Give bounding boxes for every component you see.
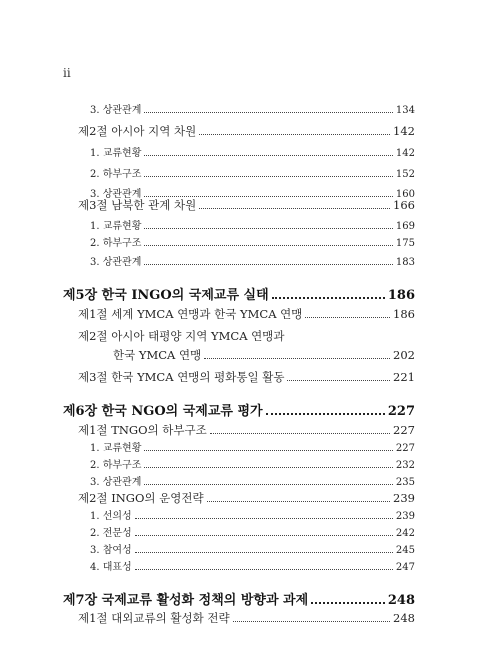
toc-entry-sub — [90, 234, 415, 249]
toc-entry-sec — [78, 490, 415, 506]
toc-entry-label: 제3절 남북한 관계 차원 — [78, 198, 197, 212]
toc-entry-label: 1. 선의성 — [90, 511, 132, 522]
toc-entry-sub — [90, 165, 415, 180]
toc-entry-label: 2. 전문성 — [90, 528, 132, 539]
toc-entry-chap — [63, 589, 415, 608]
toc-entry-sub — [90, 541, 415, 556]
toc-entry-page: 242 — [395, 528, 415, 539]
leader-dots — [135, 530, 393, 537]
toc-entry-page: 166 — [393, 198, 415, 212]
toc-entry-page: 227 — [395, 443, 415, 454]
toc-entry-label: 3. 상관관계 — [90, 105, 142, 116]
toc-entry-page: 134 — [395, 105, 415, 116]
toc-entry-sec — [78, 369, 415, 385]
leader-dots — [210, 427, 390, 434]
toc-entry-page: 221 — [393, 370, 415, 384]
leader-dots — [144, 150, 393, 157]
toc-entry-label: 제2절 아시아 태평양 지역 YMCA 연맹과 — [78, 329, 285, 343]
toc-entry-page: 227 — [393, 423, 415, 437]
toc-entry-page: 227 — [387, 404, 415, 419]
leader-dots — [266, 406, 385, 415]
toc-entry-sub — [90, 524, 415, 539]
toc-entry-label: 제3절 한국 YMCA 연맹의 평화통일 활동 — [78, 370, 285, 384]
toc-entry-page: 169 — [395, 221, 415, 232]
toc-entry-label: 3. 상관관계 — [90, 257, 142, 268]
toc-entry-label: 제2절 아시아 지역 차원 — [78, 124, 197, 138]
leader-dots — [135, 547, 393, 554]
toc-entry-label: 제1절 대외교류의 활성화 전략 — [78, 611, 230, 625]
page-number: ii — [63, 66, 71, 80]
toc-entry-page: 239 — [393, 491, 415, 505]
toc-entry-label: 3. 상관관계 — [90, 189, 142, 200]
leader-dots — [135, 564, 393, 571]
leader-dots — [272, 290, 385, 299]
toc-entry-page: 247 — [395, 562, 415, 573]
leader-dots — [144, 479, 393, 486]
toc-entry-page: 239 — [395, 511, 415, 522]
leader-dots — [287, 374, 390, 381]
leader-dots — [233, 615, 390, 622]
leader-dots — [144, 107, 393, 114]
toc-entry-page: 186 — [387, 288, 415, 303]
toc-entry-label: 1. 교류현황 — [90, 148, 142, 159]
toc-entry-sub — [90, 253, 415, 268]
toc-entry-chap — [63, 284, 415, 303]
toc-entry-label: 4. 대표성 — [90, 562, 132, 573]
leader-dots — [144, 171, 393, 178]
toc-entry-label: 2. 하부구조 — [90, 460, 142, 471]
leader-dots — [135, 513, 393, 520]
leader-dots — [144, 240, 393, 247]
toc-entry-page: 142 — [395, 148, 415, 159]
toc-entry-sec — [78, 306, 415, 322]
toc-entry-page: 142 — [393, 124, 415, 138]
toc-entry-label: 제6장 한국 NGO의 국제교류 평가 — [63, 404, 263, 419]
leader-dots — [207, 495, 390, 502]
toc-entry-page: 186 — [393, 307, 415, 321]
toc-entry-page: 202 — [393, 348, 415, 362]
toc-entry-page: 248 — [387, 593, 415, 608]
toc-entry-page: 160 — [395, 189, 415, 200]
toc-entry-label: 한국 YMCA 연맹 — [113, 348, 202, 362]
toc-entry-label: 제1절 세계 YMCA 연맹과 한국 YMCA 연맹 — [78, 307, 303, 321]
leader-dots — [144, 445, 393, 452]
leader-dots — [144, 259, 393, 266]
leader-dots — [305, 311, 390, 318]
toc-entry-sec — [78, 123, 415, 139]
toc-entry-label: 2. 하부구조 — [90, 169, 142, 180]
toc-entry-chap — [63, 400, 415, 419]
toc-entry-label: 제5장 한국 INGO의 국제교류 실태 — [63, 288, 269, 303]
toc-entry-page: 183 — [395, 257, 415, 268]
toc-entry-sec — [78, 328, 415, 344]
leader-dots — [204, 352, 390, 359]
toc-entry-sec — [78, 422, 415, 438]
toc-entry-label: 제1절 TNGO의 하부구조 — [78, 423, 207, 437]
toc-entry-sub — [90, 507, 415, 522]
toc-entry-label: 3. 참여성 — [90, 545, 132, 556]
toc-entry-sub — [90, 144, 415, 159]
toc-entry-sub — [90, 473, 415, 488]
leader-dots — [199, 202, 390, 209]
toc-entry-cont — [113, 347, 415, 363]
toc-entry-label: 1. 교류현황 — [90, 221, 142, 232]
toc-entry-page: 232 — [395, 460, 415, 471]
toc-entry-page: 245 — [395, 545, 415, 556]
toc-entry-sec — [78, 610, 415, 626]
toc-entry-sub — [90, 217, 415, 232]
leader-dots — [144, 462, 393, 469]
toc-entry-sub — [90, 101, 415, 116]
toc-entry-label: 제7장 국제교류 활성화 정책의 방향과 과제 — [63, 593, 309, 608]
toc-entry-label: 제2절 INGO의 운영전략 — [78, 491, 204, 505]
toc-entry-sub — [90, 456, 415, 471]
toc-entry-page: 152 — [395, 169, 415, 180]
leader-dots — [311, 595, 385, 604]
toc-entry-label: 2. 하부구조 — [90, 238, 142, 249]
leader-dots — [144, 223, 393, 230]
toc-entry-sec — [78, 197, 415, 213]
toc-entry-page: 235 — [395, 477, 415, 488]
toc-entry-page: 175 — [395, 238, 415, 249]
toc-entry-page: 248 — [393, 611, 415, 625]
leader-dots — [199, 128, 390, 135]
toc-entry-label: 1. 교류현황 — [90, 443, 142, 454]
toc-entry-label: 3. 상관관계 — [90, 477, 142, 488]
toc-entry-sub — [90, 558, 415, 573]
toc-entry-sub — [90, 439, 415, 454]
